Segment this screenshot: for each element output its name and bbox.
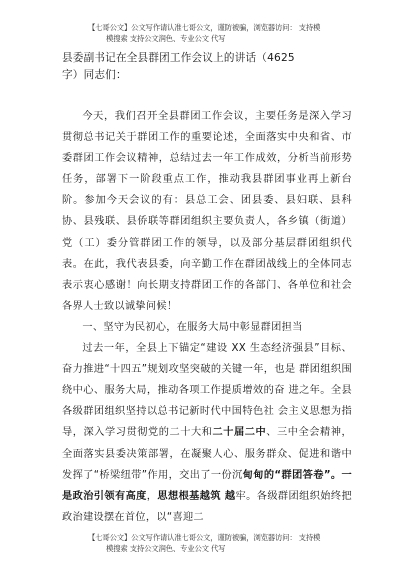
footer-line-2: 模搜索 支持公文润色、专业公文 代写 bbox=[106, 544, 226, 553]
document-body bbox=[62, 50, 352, 528]
p2-bold-3: 有高度 bbox=[114, 490, 147, 502]
p2-bold-lead: 一是政治引领 bbox=[62, 469, 352, 502]
document-title bbox=[62, 50, 352, 84]
p2-text-1: 过去一年，全县上下锚定“建设 XX 生态经济强县”目标、奋力推进“十四五”规划攻坚突破的关键一年，也是 群团组织围绕中心、服务大局，推动各项工作提质增效的奋 进之年。全县各级群团组织坚持以总书记新时代中国特色社 会主义思想为指导，深入学习贯彻党的二十大和 bbox=[62, 343, 352, 439]
page-header bbox=[88, 22, 388, 44]
p2-text-5: 牢。各级群团组织始终把政治建设摆在首位，以“喜迎二 bbox=[62, 490, 352, 523]
p2-text-2: 、三中全会精神，全面落实县委决策部署，在凝聚人心、服务群众、促进和谐中发挥了“桥梁纽带”作用，交出了一份沉 bbox=[62, 427, 352, 481]
section-heading-1: 一、坚守为民初心，在服务大局中彰显群团担当 bbox=[82, 321, 303, 333]
header-line-1: 【七哥公文】公文写作请认准七哥公文，谨防被骗，浏览器访问： 支持模 bbox=[88, 23, 321, 32]
body-paragraph-2 bbox=[62, 338, 352, 528]
footer-line-1: 【七哥公文】公文写作请认准七哥公文，谨防被骗，浏览器访问： 支持模 bbox=[88, 533, 321, 542]
title-line-2: 字）同志们： bbox=[62, 69, 127, 81]
p2-bold-2: 甸甸的“群团答卷”。 bbox=[242, 469, 342, 481]
p2-bold-1: 二十届二中 bbox=[212, 427, 267, 439]
p2-bold-4: 思想根基越筑 越 bbox=[157, 490, 236, 502]
title-line-1: 县委副书记在全县群团工作会议上的讲话（4625 bbox=[62, 52, 295, 64]
p2-text-4: ， bbox=[146, 490, 158, 502]
intro-paragraph: 今天，我们召开全县群团工作会议，主要任务是深入学习贯彻总书记关于群团工作的重要论述，全面落实中央和省、市委群团工作会议精神，总结过去一年工作成效，分析当前形势任务，部署下一阶段重点工作，推动我县群团事业再上新台阶。参加今天会议的有：县总工会、团县委、县妇联、县科协、县残联、县侨联等群团组织主要负责人，各乡镇（街道）党（工）委分管群团工作的领导，以及部分基层群团组织代表。在此，我代表县委，向辛勤工作在群团战线上的全体同志表示衷心感谢！向长期支持群团工作的各部门、各单位和社会各界人士致以诚挚问候！ bbox=[62, 111, 352, 312]
header-line-2: 模搜索 支持公文润色、专业公文 代写 bbox=[106, 34, 226, 43]
page-footer bbox=[88, 532, 388, 554]
